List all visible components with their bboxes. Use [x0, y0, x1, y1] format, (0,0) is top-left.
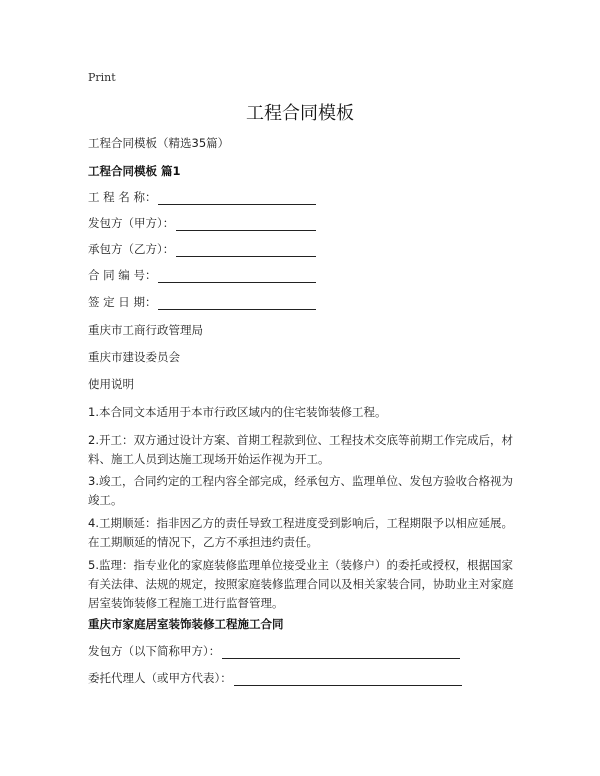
field-project-name: [88, 189, 316, 205]
field-label: 发包方（甲方）：: [88, 216, 175, 230]
usage-heading: 使用说明: [88, 377, 134, 391]
field-blank-line[interactable]: [158, 192, 316, 205]
usage-note-5: 5.监理：指专业化的家庭装修监理单位接受业主（装修户）的委托或授权，根据国家有关法律、法规的规定，按照家庭装修监理合同以及相关家装合同，协助业主对家庭居室装饰装修工程施工进行监督管理。: [88, 558, 514, 610]
usage-note-1: 1.本合同文本适用于本市行政区域内的住宅装饰装修工程。: [88, 405, 387, 419]
usage-note-3: 3.竣工，合同约定的工程内容全部完成，经承包方、监理单位、发包方验收合格视为竣工。: [88, 474, 513, 507]
section-heading-1: 工程合同模板 篇1: [88, 164, 181, 178]
usage-note-2: 2.开工：双方通过设计方案、首期工程款到位、工程技术交底等前期工作完成后，材料、施工人员到达施工现场开始运作视为开工。: [88, 433, 513, 466]
print-link[interactable]: Print: [88, 71, 116, 84]
field-blank-line[interactable]: [234, 673, 462, 686]
issuer-org-1: 重庆市工商行政管理局: [88, 323, 203, 337]
field-sign-date: [88, 294, 316, 310]
field-label: 发包方（以下简称甲方）：: [88, 644, 221, 658]
field-label: 委托代理人（或甲方代表）：: [88, 671, 232, 685]
field-contract-agent: [88, 670, 462, 686]
field-blank-line[interactable]: [158, 297, 316, 310]
issuer-org-2: 重庆市建设委员会: [88, 350, 180, 364]
field-blank-line[interactable]: [176, 244, 316, 257]
field-label: 承包方（乙方）：: [88, 242, 175, 256]
field-label: 签 定 日 期：: [88, 295, 157, 309]
field-blank-line[interactable]: [222, 646, 460, 659]
field-contract-number: [88, 267, 316, 283]
field-blank-line[interactable]: [176, 218, 316, 231]
field-label: 工 程 名 称：: [88, 190, 157, 204]
field-blank-line[interactable]: [158, 270, 316, 283]
contract-heading: 重庆市家庭居室装饰装修工程施工合同: [88, 617, 284, 631]
field-label: 合 同 编 号：: [88, 268, 157, 282]
document-subtitle: 工程合同模板（精选35篇）: [88, 136, 230, 150]
field-party-a: [88, 215, 316, 231]
field-party-b: [88, 241, 316, 257]
field-contract-party-a: [88, 643, 460, 659]
document-title: 工程合同模板: [246, 103, 354, 124]
usage-note-4: 4.工期顺延：指非因乙方的责任导致工程进度受到影响后，工程期限予以相应延展。在工期顺延的情况下，乙方不承担违约责任。: [88, 516, 513, 549]
